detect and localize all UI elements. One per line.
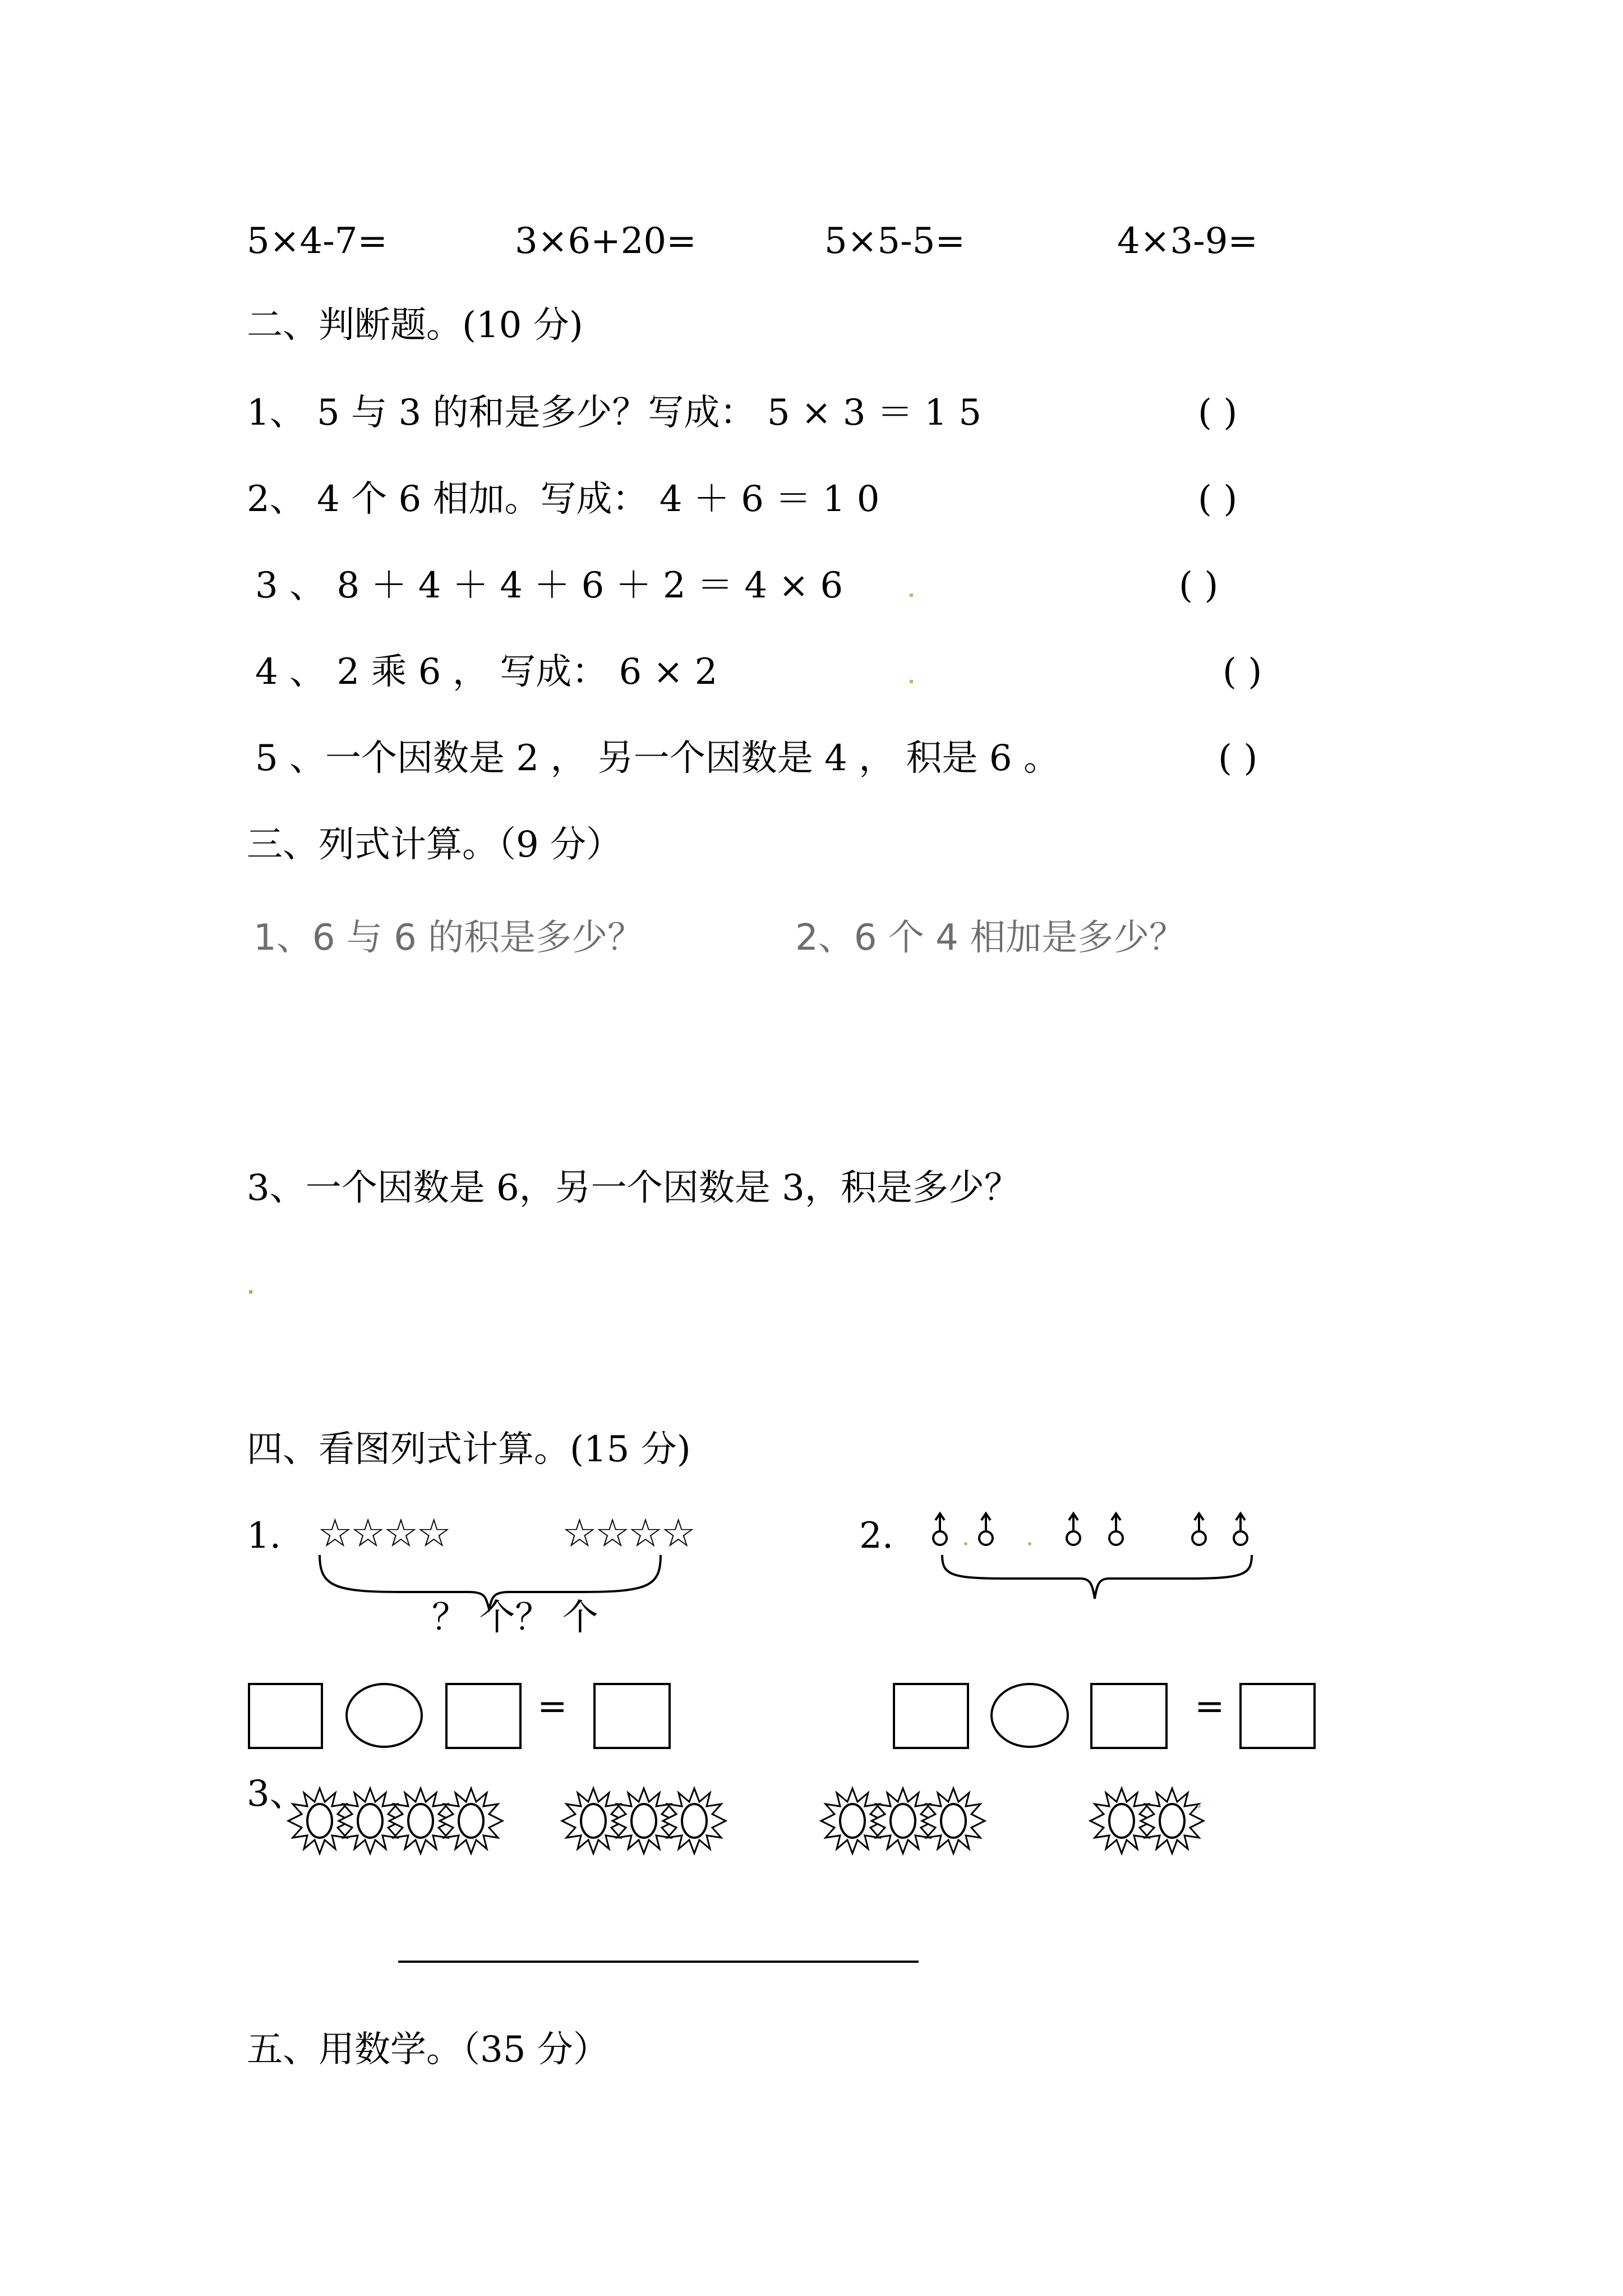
speck [910,593,913,597]
calc-question-3: 3、一个因数是 6，另一个因数是 3，积是多少？ [247,1167,1020,1209]
judge-bracket-2[interactable]: ( ) [1198,478,1238,520]
judge-bracket-4[interactable]: ( ) [1223,651,1262,693]
section3-title: 三、列式计算。（9 分） [247,824,623,866]
judge-item-1: 1、 5 与 3 的和是多少？写成： 5 × 3 ＝ 1 5 [247,392,982,434]
answer-box[interactable] [593,1683,671,1749]
section4-title: 四、看图列式计算。(15 分) [247,1429,691,1470]
fig1-label: 1. [247,1515,282,1557]
equals-sign: = [1195,1686,1225,1727]
arith-3: 5×5-5= [824,220,966,262]
fig2-label: 2. [859,1515,894,1557]
arith-2: 3×6+20= [515,220,697,262]
judge-bracket-3[interactable]: ( ) [1179,565,1219,606]
fig2-balloons [931,1509,1256,1554]
answer-box[interactable] [445,1683,522,1749]
judge-item-5: 5 、一个因数是 2 ， 另一个因数是 4 ， 积是 6 。 [255,738,1059,779]
answer-box[interactable] [248,1683,323,1749]
calc-question-1: 1、6 与 6 的积是多少？ [253,917,644,959]
fig3-suns [292,1784,1256,1862]
operator-circle[interactable] [990,1683,1069,1748]
answer-box[interactable] [1090,1683,1168,1749]
answer-box[interactable] [893,1683,969,1749]
section2-title: 二、判断题。(10 分) [247,305,583,346]
calc-question-2: 2、6 个 4 相加是多少？ [795,917,1186,959]
judge-bracket-1[interactable]: ( ) [1198,392,1238,434]
fig1-caption: ？ 个？ 个 [432,1597,598,1639]
operator-circle[interactable] [345,1683,423,1748]
fig3-label: 3、 [247,1773,306,1815]
arith-4: 4×3-9= [1117,220,1258,262]
section5-title: 五、用数学。（35 分） [247,2029,609,2070]
fig1-stars-left: ☆☆☆☆ [317,1510,450,1556]
equals-sign: = [537,1686,568,1727]
answer-box[interactable] [1239,1683,1316,1749]
judge-item-4: 4 、 2 乘 6 ， 写成： 6 × 2 [255,651,718,693]
speck [910,680,913,683]
answer-line[interactable] [398,1961,919,1963]
fig2-brace [940,1553,1254,1603]
judge-item-2: 2、 4 个 6 相加。写成： 4 ＋ 6 ＝ 1 0 [247,478,880,520]
speck [249,1290,252,1294]
fig1-stars-right: ☆☆☆☆ [562,1510,694,1556]
judge-item-3: 3 、 8 ＋ 4 ＋ 4 ＋ 6 ＋ 2 ＝ 4 × 6 [255,565,843,606]
judge-bracket-5[interactable]: ( ) [1218,738,1258,779]
arith-1: 5×4-7= [247,220,388,262]
